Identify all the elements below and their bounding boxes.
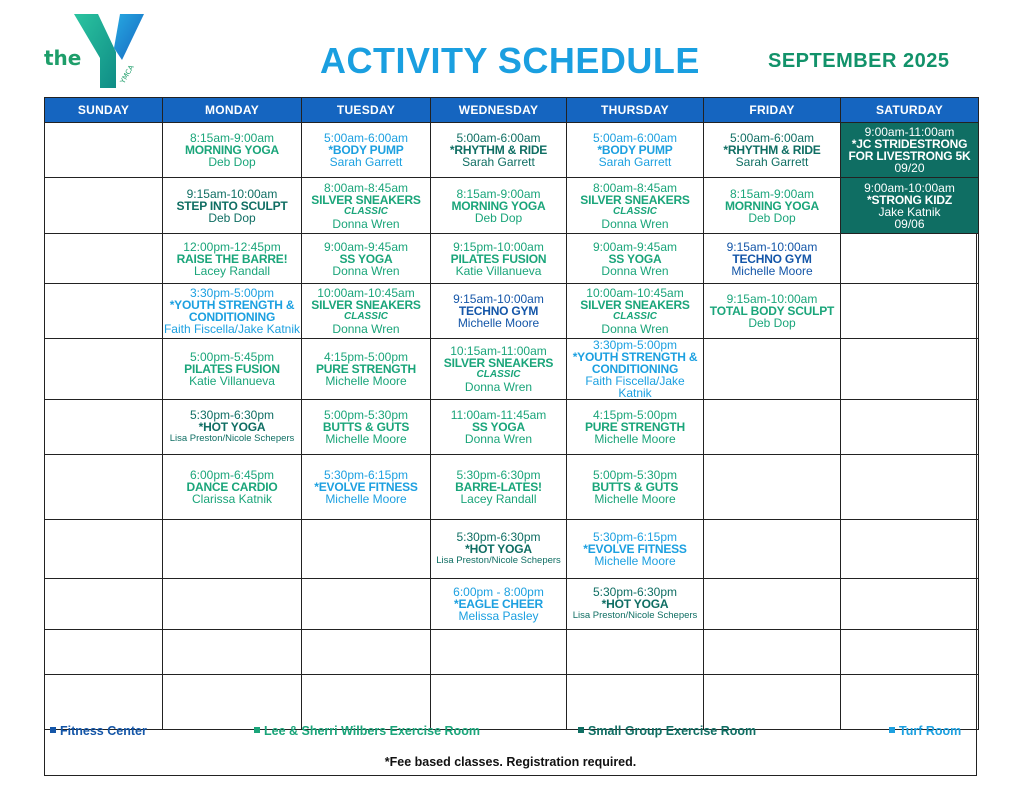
class-name: PURE STRENGTH (584, 420, 686, 434)
class-instructor: Donna Wren (332, 216, 400, 231)
ymca-logo (44, 12, 154, 92)
legend-swatch (254, 727, 260, 733)
class-time: 9:15am-10:00am (726, 239, 818, 254)
schedule-cell-monday (163, 400, 302, 455)
class-name: MORNING YOGA (184, 143, 280, 157)
class-entry (567, 409, 703, 445)
schedule-cell-wednesday (431, 630, 567, 675)
class-time: 5:00am-6:00am (592, 131, 678, 145)
class-name: SILVER SNEAKERS (580, 192, 690, 207)
schedule-cell-saturday (841, 520, 979, 579)
schedule-row (45, 339, 979, 400)
class-time: 9:15am-10:00am (726, 292, 818, 306)
class-instructor: Katie Villanueva (455, 263, 542, 278)
schedule-row (45, 675, 979, 730)
class-name: *BODY PUMP (597, 143, 673, 157)
class-entry (431, 345, 566, 393)
class-time: 5:00am-6:00am (456, 131, 541, 145)
legend-label: Fitness Center (60, 724, 147, 738)
class-entry (163, 409, 301, 445)
class-entry (841, 126, 978, 174)
schedule-cell-tuesday (302, 520, 431, 579)
day-header-monday: MONDAY (163, 98, 302, 123)
schedule-month: SEPTEMBER 2025 (768, 50, 950, 72)
class-entry (567, 531, 703, 567)
schedule-cell-wednesday (431, 178, 567, 234)
class-entry (302, 132, 430, 168)
class-entry (302, 182, 430, 230)
class-time: 10:00am-10:45am (317, 286, 415, 300)
class-time: 5:30pm-6:30pm (189, 408, 275, 422)
legend-item-fc (50, 724, 147, 738)
class-instructor: Donna Wren (332, 322, 400, 336)
class-name: *EVOLVE FITNESS (583, 542, 687, 556)
class-entry (163, 132, 301, 168)
room-legend (44, 724, 977, 744)
class-instructor: Deb Dop (208, 155, 256, 169)
class-time: 5:00am-6:00am (323, 131, 409, 145)
legend-item-sg (578, 724, 756, 738)
schedule-cell-sunday (45, 675, 163, 730)
class-instructor: Donna Wren (332, 263, 400, 278)
class-instructor: Michelle Moore (594, 492, 676, 506)
schedule-cell-thursday (567, 579, 704, 630)
schedule-row (45, 234, 979, 284)
schedule-cell-thursday (567, 675, 704, 730)
legend-item-lee (254, 724, 480, 738)
schedule-cell-sunday (45, 234, 163, 284)
schedule-cell-sunday (45, 284, 163, 339)
class-time: 6:00pm - 8:00pm (453, 585, 544, 599)
schedule-cell-wednesday (431, 675, 567, 730)
schedule-cell-wednesday (431, 520, 567, 579)
class-instructor: Donna Wren (601, 322, 669, 336)
day-header-thursday: THURSDAY (567, 98, 704, 123)
class-time: 9:00am-11:00am (864, 125, 955, 139)
class-time: 4:15pm-5:00pm (323, 350, 409, 364)
schedule-cell-tuesday (302, 675, 431, 730)
class-time: 11:00am-11:45am (450, 408, 547, 422)
class-name: TOTAL BODY SCULPT (709, 304, 835, 318)
ymca-y-icon (72, 12, 154, 92)
class-instructor: Michelle Moore (325, 432, 407, 446)
schedule-cell-thursday (567, 178, 704, 234)
schedule-cell-thursday (567, 234, 704, 284)
class-entry (163, 351, 301, 387)
class-subtitle: CLASSIC (476, 369, 521, 380)
class-entry (704, 293, 840, 329)
class-name: TECHNO GYM (732, 251, 812, 266)
class-instructor: Michelle Moore (594, 432, 676, 446)
class-entry (302, 241, 430, 277)
class-entry (704, 188, 840, 224)
class-name: *EVOLVE FITNESS (314, 480, 418, 494)
schedule-cell-friday (704, 630, 841, 675)
schedule-cell-wednesday (431, 400, 567, 455)
class-instructor: Sarah Garrett (462, 155, 535, 169)
schedule-cell-sunday (45, 630, 163, 675)
class-name: RAISE THE BARRE! (176, 251, 288, 266)
class-instructor: Donna Wren (601, 263, 669, 278)
schedule-cell-friday (704, 123, 841, 178)
schedule-cell-saturday (841, 630, 979, 675)
class-name: PILATES FUSION (184, 362, 280, 376)
class-time: 5:30pm-6:30pm (456, 468, 541, 482)
class-name: *EAGLE CHEER (454, 597, 543, 611)
class-entry (431, 469, 566, 505)
schedule-cell-monday (163, 123, 302, 178)
class-instructor: Donna Wren (601, 216, 669, 231)
class-instructor: Faith Fiscella/Jake Katnik (163, 322, 301, 336)
class-name: SILVER SNEAKERS (311, 298, 421, 312)
class-date: 09/20 (894, 161, 925, 175)
class-time: 9:00am-9:45am (592, 239, 678, 254)
class-instructor: Lisa Preston/Nicole Schepers (169, 433, 295, 444)
class-entry (431, 531, 566, 567)
class-name: PURE STRENGTH (315, 362, 417, 376)
schedule-row (45, 178, 979, 234)
class-instructor: Deb Dop (474, 210, 523, 225)
class-name: SILVER SNEAKERS (580, 298, 690, 312)
day-header-friday: FRIDAY (704, 98, 841, 123)
class-name: *BODY PUMP (328, 143, 404, 157)
class-entry (302, 409, 430, 445)
schedule-cell-monday (163, 339, 302, 400)
schedule-cell-saturday (841, 675, 979, 730)
class-time: 9:00am-10:00am (864, 180, 955, 195)
schedule-cell-tuesday (302, 123, 431, 178)
class-instructor: Jake Katnik (878, 204, 941, 219)
schedule-row (45, 630, 979, 675)
schedule-cell-friday (704, 178, 841, 234)
schedule-cell-friday (704, 455, 841, 520)
class-name: BUTTS & GUTS (591, 480, 679, 494)
schedule-cell-monday (163, 455, 302, 520)
schedule-cell-thursday (567, 123, 704, 178)
svg-text:YMCA: YMCA (118, 63, 136, 85)
schedule-cell-thursday (567, 455, 704, 520)
class-time: 6:00pm-6:45pm (189, 468, 275, 482)
schedule-cell-friday (704, 234, 841, 284)
schedule-cell-thursday (567, 284, 704, 339)
schedule-cell-sunday (45, 339, 163, 400)
class-entry (302, 351, 430, 387)
schedule-cell-sunday (45, 579, 163, 630)
class-date: 09/06 (894, 216, 925, 231)
class-instructor: Michelle Moore (325, 492, 407, 506)
class-time: 12:00pm-12:45pm (183, 239, 281, 254)
schedule-cell-thursday (567, 520, 704, 579)
class-subtitle: CLASSIC (344, 205, 388, 217)
class-name: MORNING YOGA (724, 198, 820, 213)
class-name: PILATES FUSION (450, 251, 547, 266)
day-header-sunday: SUNDAY (45, 98, 163, 123)
fee-footnote: *Fee based classes. Registration required. (384, 755, 637, 769)
class-time: 8:00am-8:45am (323, 180, 409, 195)
class-entry (567, 339, 703, 399)
schedule-cell-thursday (567, 630, 704, 675)
schedule-cell-friday (704, 579, 841, 630)
class-entry (163, 287, 301, 335)
class-entry (302, 287, 430, 335)
class-time: 4:15pm-5:00pm (592, 408, 678, 422)
legend-swatch (578, 727, 584, 733)
day-header-wednesday: WEDNESDAY (431, 98, 567, 123)
class-entry (302, 469, 430, 505)
class-instructor: Michelle Moore (731, 263, 813, 278)
schedule-body (45, 123, 979, 730)
schedule-row (45, 123, 979, 178)
class-time: 5:00am-6:00am (729, 131, 815, 145)
class-time: 8:00am-8:45am (592, 180, 678, 195)
class-time: 5:00pm-5:45pm (189, 350, 275, 364)
schedule-cell-friday (704, 400, 841, 455)
schedule-cell-friday (704, 520, 841, 579)
class-time: 5:30pm-6:30pm (456, 530, 541, 544)
class-name: *STRONG KIDZ (867, 192, 952, 207)
class-name: *HOT YOGA (198, 420, 266, 434)
schedule-cell-monday (163, 675, 302, 730)
class-instructor: Donna Wren (464, 380, 533, 394)
class-subtitle: CLASSIC (344, 311, 388, 322)
page-title: ACTIVITY SCHEDULE (320, 40, 700, 81)
class-instructor: Faith Fiscella/Jake Katnik (585, 374, 685, 400)
schedule-cell-saturday (841, 234, 979, 284)
day-header-tuesday: TUESDAY (302, 98, 431, 123)
schedule-row (45, 400, 979, 455)
schedule-cell-saturday (841, 284, 979, 339)
class-subtitle: CLASSIC (613, 311, 657, 322)
class-time: 8:15am-9:00am (729, 186, 815, 201)
day-header-row (45, 98, 979, 123)
class-entry (704, 132, 840, 168)
class-name: *YOUTH STRENGTH & CONDITIONING (572, 350, 698, 376)
class-name: *RHYTHM & RIDE (723, 143, 821, 157)
class-entry (567, 132, 703, 168)
legend-swatch (889, 727, 895, 733)
class-instructor: Sarah Garrett (598, 155, 672, 169)
schedule-cell-wednesday (431, 455, 567, 520)
class-time: 10:00am-10:45am (586, 286, 684, 300)
class-time: 9:00am-9:45am (323, 239, 409, 254)
schedule-cell-monday (163, 579, 302, 630)
schedule-cell-tuesday (302, 579, 431, 630)
class-time: 8:15am-9:00am (189, 131, 275, 145)
schedule-cell-saturday (841, 339, 979, 400)
class-instructor: Michelle Moore (457, 316, 540, 330)
legend-label: Lee & Sherri Wilbers Exercise Room (264, 724, 480, 738)
class-instructor: Clarissa Katnik (191, 492, 273, 506)
class-time: 10:15am-11:00am (450, 344, 547, 358)
class-time: 5:00pm-5:30pm (323, 408, 409, 422)
schedule-cell-friday (704, 675, 841, 730)
schedule-cell-friday (704, 339, 841, 400)
class-name: *RHYTHM & RIDE (449, 143, 548, 157)
schedule-row (45, 455, 979, 520)
class-instructor: Deb Dop (748, 316, 796, 330)
class-name: SILVER SNEAKERS (311, 192, 421, 207)
legend-label: Turf Room (899, 724, 962, 738)
class-instructor: Lisa Preston/Nicole Schepers (572, 610, 698, 621)
class-entry (431, 188, 566, 224)
class-subtitle: CLASSIC (613, 205, 657, 217)
class-name: BUTTS & GUTS (322, 420, 410, 434)
class-time: 3:30pm-5:00pm (189, 286, 275, 300)
schedule-cell-wednesday (431, 284, 567, 339)
class-instructor: Lacey Randall (193, 263, 271, 278)
schedule-row (45, 284, 979, 339)
class-name: TECHNO GYM (458, 304, 539, 318)
class-instructor: Lisa Preston/Nicole Schepers (436, 555, 561, 566)
class-entry (431, 293, 566, 329)
schedule-cell-sunday (45, 520, 163, 579)
schedule-cell-thursday (567, 400, 704, 455)
class-name: *YOUTH STRENGTH & CONDITIONING (169, 298, 295, 324)
class-entry (431, 132, 566, 168)
schedule-cell-tuesday (302, 339, 431, 400)
schedule-cell-saturday (841, 400, 979, 455)
schedule-cell-monday (163, 178, 302, 234)
class-entry (567, 182, 703, 230)
class-instructor: Sarah Garrett (735, 155, 809, 169)
class-instructor: Donna Wren (464, 432, 533, 446)
logo-the-text: the (44, 46, 82, 70)
class-instructor: Michelle Moore (325, 374, 407, 388)
class-name: SS YOGA (608, 251, 662, 266)
class-time: 9:15pm-10:00am (453, 239, 544, 254)
schedule-cell-saturday (841, 579, 979, 630)
class-entry (163, 188, 301, 224)
schedule-table (44, 97, 979, 730)
schedule-cell-tuesday (302, 400, 431, 455)
class-time: 8:15am-9:00am (456, 186, 541, 201)
class-instructor: Michelle Moore (594, 554, 676, 568)
schedule-cell-saturday (841, 123, 979, 178)
schedule-cell-wednesday (431, 579, 567, 630)
class-name: DANCE CARDIO (186, 480, 278, 494)
class-instructor: Lacey Randall (460, 492, 537, 506)
class-instructor: Deb Dop (748, 210, 796, 225)
class-entry (567, 469, 703, 505)
class-name: BARRE-LATES! (455, 480, 542, 494)
class-instructor: Melissa Pasley (458, 609, 539, 623)
class-entry (163, 469, 301, 505)
schedule-cell-sunday (45, 178, 163, 234)
class-name: *HOT YOGA (601, 597, 669, 611)
schedule-cell-saturday (841, 178, 979, 234)
class-name: STEP INTO SCULPT (176, 198, 288, 213)
class-time: 5:30pm-6:30pm (592, 585, 678, 599)
schedule-cell-sunday (45, 400, 163, 455)
class-instructor: Katie Villanueva (189, 374, 275, 388)
class-time: 5:30pm-6:15pm (592, 530, 678, 544)
schedule-row (45, 579, 979, 630)
class-entry (431, 409, 566, 445)
schedule-cell-wednesday (431, 339, 567, 400)
class-instructor: Sarah Garrett (329, 155, 403, 169)
schedule-cell-sunday (45, 123, 163, 178)
legend-item-turf (889, 724, 961, 738)
class-name: SILVER SNEAKERS (443, 356, 554, 370)
schedule-cell-friday (704, 284, 841, 339)
class-time: 9:15am-10:00am (453, 292, 544, 306)
class-entry (567, 586, 703, 622)
schedule-cell-monday (163, 284, 302, 339)
schedule-cell-monday (163, 234, 302, 284)
schedule-cell-saturday (841, 455, 979, 520)
class-time: 3:30pm-5:00pm (592, 338, 678, 352)
schedule-cell-monday (163, 630, 302, 675)
schedule-row (45, 520, 979, 579)
schedule-cell-thursday (567, 339, 704, 400)
class-name: *JC STRIDESTRONG FOR LIVESTRONG 5K (848, 137, 971, 163)
schedule-cell-tuesday (302, 455, 431, 520)
class-entry (431, 241, 566, 277)
class-entry (431, 586, 566, 622)
schedule-cell-wednesday (431, 234, 567, 284)
class-time: 5:30pm-6:15pm (323, 468, 409, 482)
class-name: SS YOGA (471, 420, 526, 434)
legend-label: Small Group Exercise Room (588, 724, 757, 738)
schedule-cell-tuesday (302, 630, 431, 675)
class-name: *HOT YOGA (465, 542, 532, 556)
class-entry (841, 182, 978, 230)
schedule-cell-tuesday (302, 284, 431, 339)
class-time: 5:00pm-5:30pm (592, 468, 678, 482)
class-entry (567, 241, 703, 277)
class-entry (704, 241, 840, 277)
day-header-saturday: SATURDAY (841, 98, 979, 123)
schedule-cell-sunday (45, 455, 163, 520)
legend-swatch (50, 727, 56, 733)
schedule-cell-tuesday (302, 234, 431, 284)
class-name: MORNING YOGA (451, 198, 546, 213)
schedule-cell-tuesday (302, 178, 431, 234)
class-time: 9:15am-10:00am (186, 186, 278, 201)
class-name: SS YOGA (339, 251, 393, 266)
schedule-cell-monday (163, 520, 302, 579)
class-entry (567, 287, 703, 335)
class-instructor: Deb Dop (208, 210, 256, 225)
class-entry (163, 241, 301, 277)
schedule-cell-wednesday (431, 123, 567, 178)
